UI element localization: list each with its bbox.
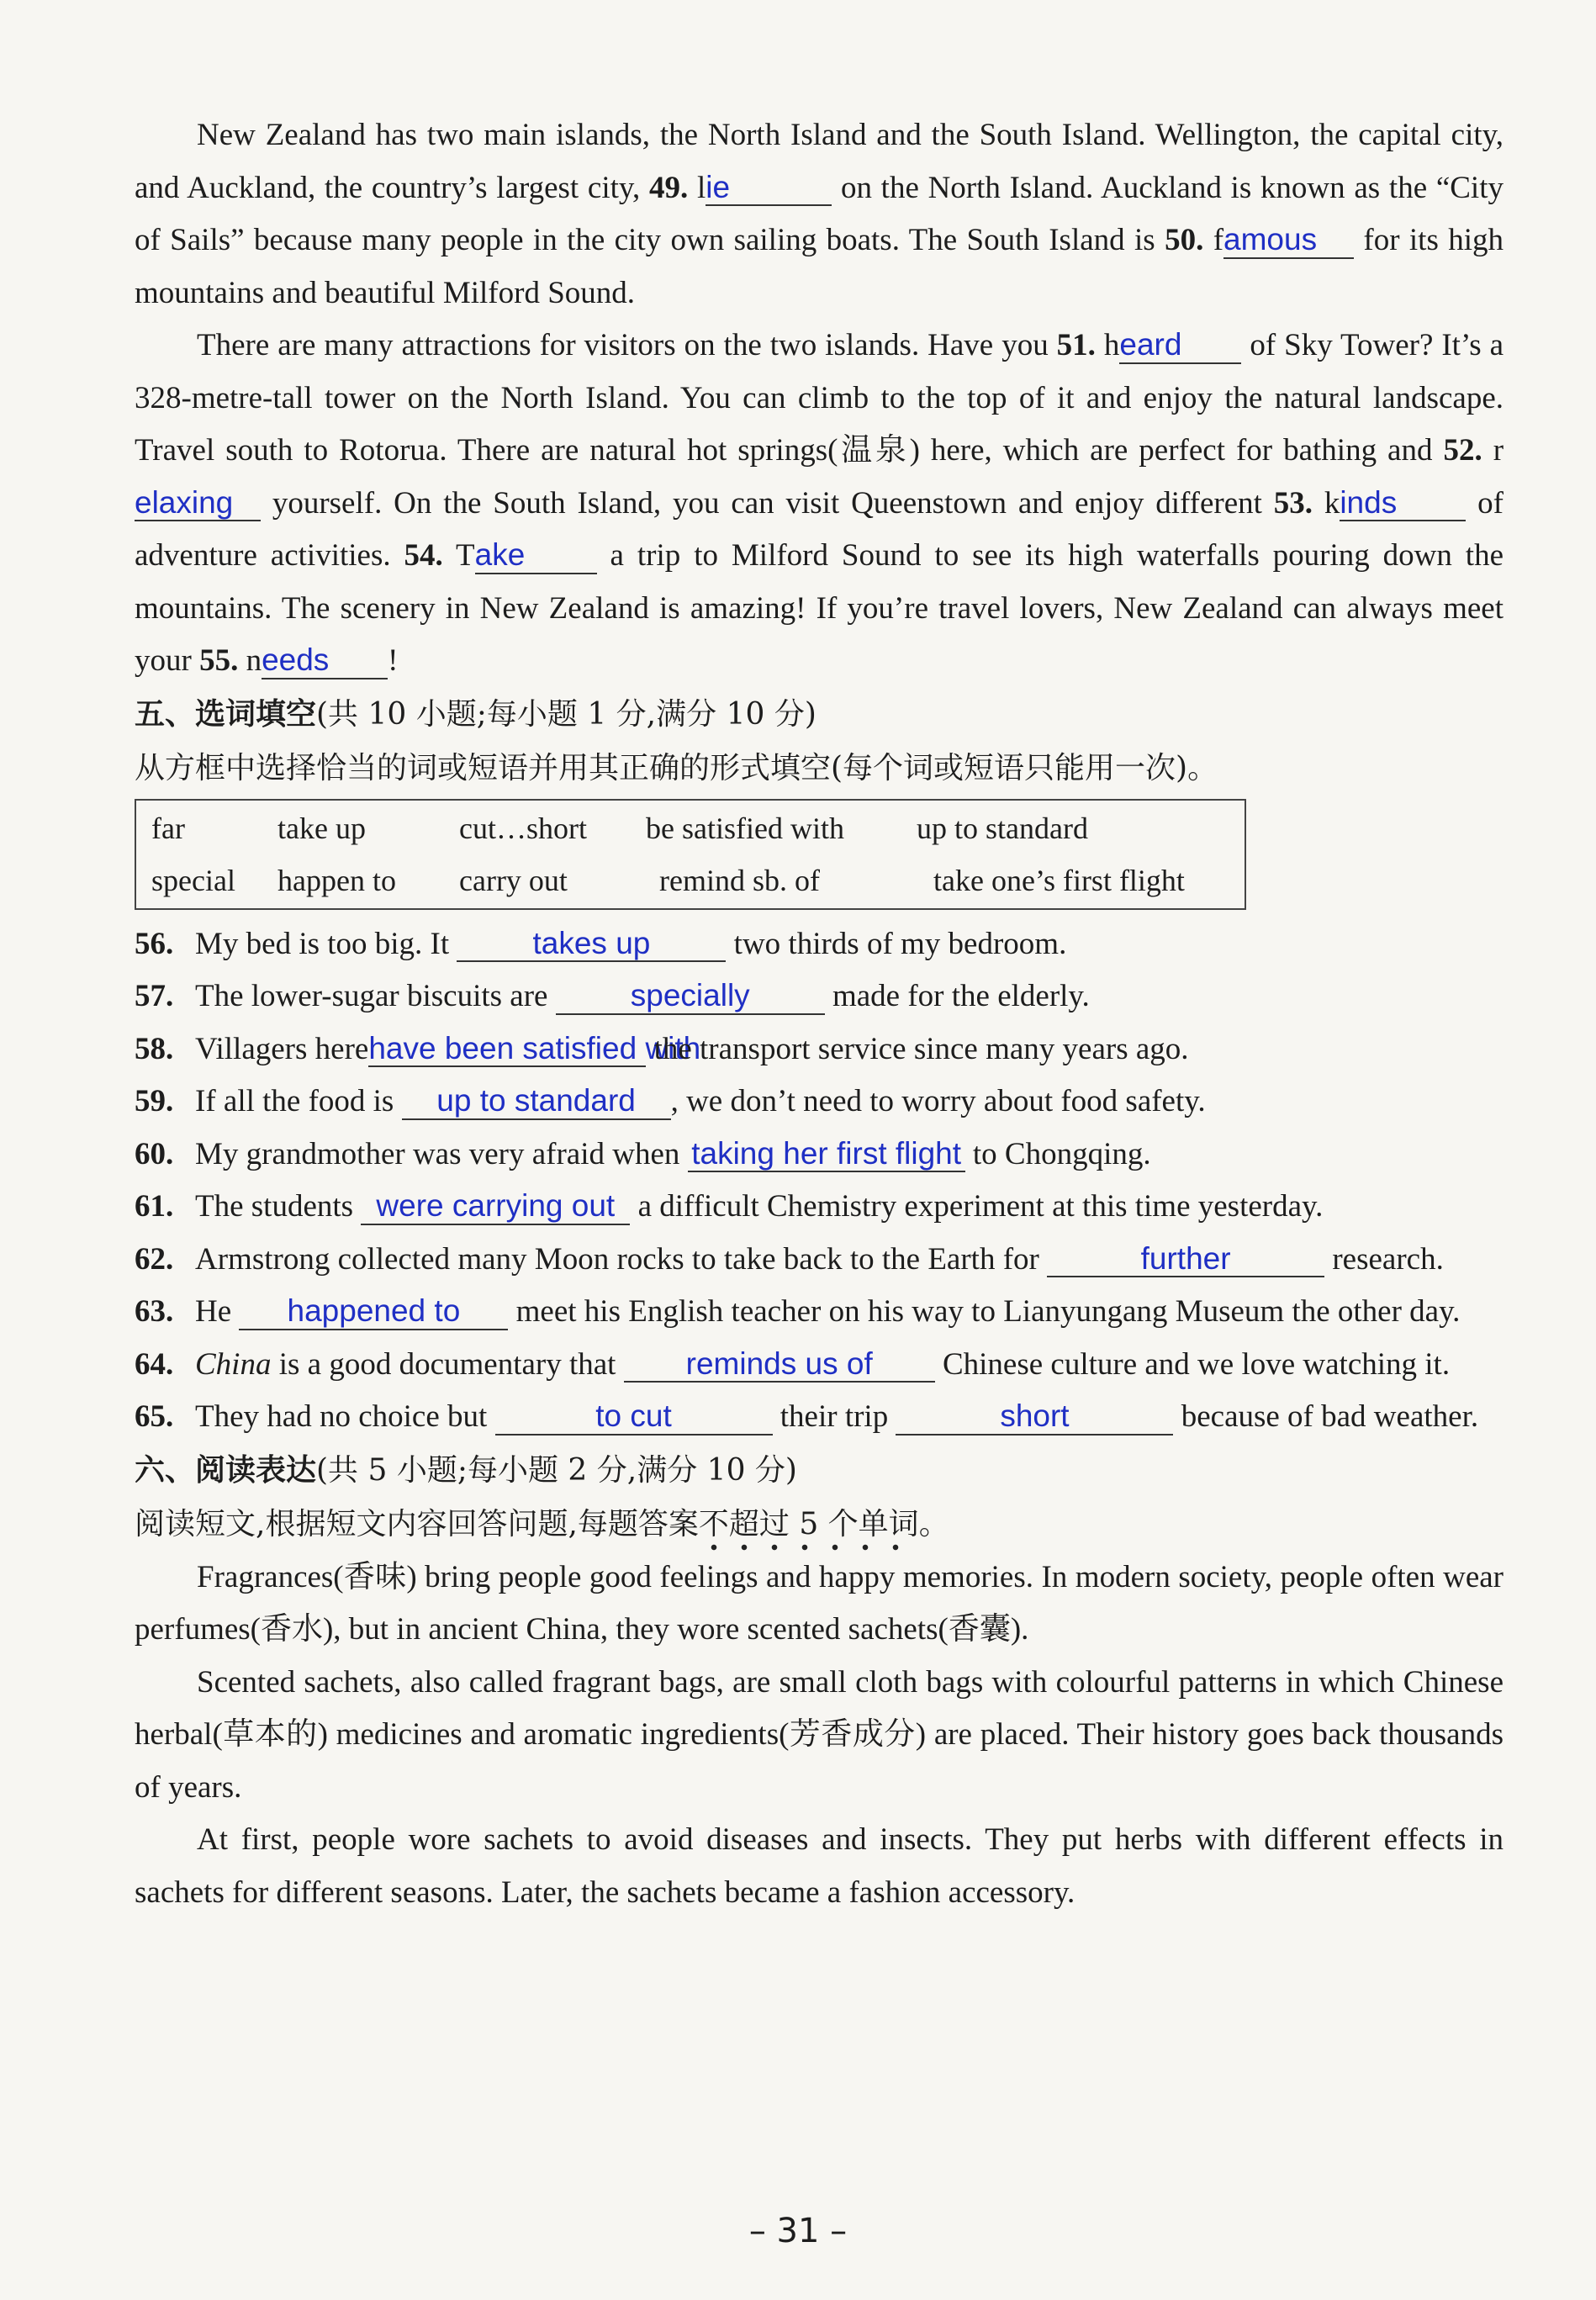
question-number: 59. [135,1084,174,1118]
text-run: Villagers here [195,1031,369,1066]
reading-paragraph-2 [135,320,1504,688]
section-5-meta: (共 10 小题;每小题 1 分,满分 10 分) [316,696,816,732]
text-run: research. [1324,1241,1444,1277]
word-box-row-2 [151,854,1245,907]
answer-text-52: elaxing [135,484,234,520]
hint-letter-54: T [456,538,475,573]
text-run: on the North Island. Auckland is known as the “City of Sails” because many people in the city own sailing boats. The South Island is [135,170,1504,257]
question-number: 63. [135,1294,174,1329]
answer-text-56: takes up [532,925,651,960]
answer-text-58: have been satisfied with [368,1030,701,1065]
question-number: 58. [135,1031,174,1066]
answer-blank-63[interactable] [239,1295,508,1330]
text-run: The lower-sugar biscuits are [195,979,556,1013]
question-56 [135,918,1504,971]
word-option: take up [277,811,366,845]
reading-paragraph-1 [135,109,1504,320]
section-6-instruction [135,1498,1504,1552]
text-run: Chinese culture and we love watching it. [934,1346,1451,1382]
text-run: of adventure activities. [135,485,1504,573]
word-option: up to standard [917,811,1088,845]
text-run: Armstrong collected many Moon rocks to take back to the Earth for [195,1241,1048,1277]
answer-blank-55[interactable] [262,644,388,679]
answer-text-49: ie [706,169,731,204]
section-5-instruction: 从方框中选择恰当的词或短语并用其正确的形式填空(每个词或短语只能用一次)。 [135,750,1218,785]
text-run: their trip [772,1399,896,1434]
hint-letter-49: l [696,170,706,205]
answer-text-53: inds [1340,484,1398,520]
answer-blank-49[interactable] [706,169,832,207]
question-57 [135,970,1504,1023]
text-run: They had no choice but [195,1399,495,1434]
answer-blank-65a[interactable] [495,1400,773,1436]
answer-blank-61[interactable] [361,1190,630,1225]
question-number-52: 52. [1443,433,1482,468]
answer-text-62: further [1140,1240,1231,1276]
text-run: The students [195,1189,362,1224]
text-run: 阅读短文,根据短文内容回答问题,每题答案 [135,1506,699,1541]
word-option: remind sb. of [659,863,820,897]
answer-blank-57[interactable] [556,980,825,1015]
section-5-title: 五、选词填空 [135,696,317,732]
text-run: 。 [918,1506,949,1541]
text-run: If all the food is [195,1084,402,1118]
word-option: carry out [459,863,568,897]
question-number-51: 51. [1056,328,1096,362]
answer-blank-62[interactable] [1047,1240,1324,1278]
answer-text-59: up to standard [436,1083,636,1118]
answer-text-57: specially [630,978,750,1013]
hint-letter-55: n [246,643,262,678]
emphasized-text: 不超过 5 个单词 [699,1507,919,1552]
text-run: a trip to Milford Sound to see its high waterfalls pouring down the mountains. The scenery in New Zealand is amazing! If you’re travel lovers, New Zealand can always meet your [135,538,1504,678]
question-number-49: 49. [648,170,689,205]
answer-blank-50[interactable] [1223,224,1354,259]
text-run: of Sky Tower? It’s a 328-metre-tall tower on the North Island. You can climb to the top of it and enjoy the natural landscape. Travel south to Rotorua. There are natural hot springs(温泉) here, which are perfect for bathing and [135,328,1504,468]
text-run: to Chongqing. [964,1136,1151,1171]
section-6-title: 六、阅读表达 [135,1452,317,1488]
answer-blank-51[interactable] [1119,329,1241,364]
question-number-53: 53. [1273,485,1313,521]
text-run: There are many attractions for visitors on the two islands. Have you [197,328,1057,362]
text-run: He [195,1294,240,1329]
question-61 [135,1181,1504,1234]
text-run: the transport service since many years ago. [646,1031,1189,1066]
text-run: two thirds of my bedroom. [726,926,1067,961]
question-number: 56. [135,926,174,961]
question-63 [135,1286,1504,1339]
word-box [135,799,1246,910]
text-run: My grandmother was very afraid when [195,1136,688,1171]
answer-blank-52[interactable] [135,484,261,522]
word-option: special [151,863,235,897]
page-number: – 31 – [748,2212,848,2250]
text-run: My bed is too big. It [195,926,457,961]
text-run: meet his English teacher on his way to Lianyungang Museum the other day. [508,1294,1461,1329]
text-run: because of bad weather. [1173,1399,1479,1434]
question-number: 65. [135,1399,174,1434]
answer-blank-54[interactable] [475,539,597,574]
passage-paragraph-1: Fragrances(香味) bring people good feelings and happy memories. In modern society, people often wear perfumes(香水), but in ancient China, they wore scented sachets(香囊). [135,1559,1504,1647]
text-run: made for the elderly. [824,979,1090,1013]
text-run: yourself. On the South Island, you can visit Queenstown and enjoy different [261,485,1274,521]
word-option: take one’s first flight [933,863,1185,897]
section-6-heading [135,1444,1504,1498]
text-run: New Zealand has two main islands, the North Island and the South Island. Wellington, the capital city, and Auckland, the country’s largest city, [135,118,1504,205]
answer-blank-65b[interactable] [896,1400,1173,1436]
text-run: a difficult Chemistry experiment at this time yesterday. [630,1189,1324,1224]
question-number-55: 55. [199,643,239,678]
answer-blank-58[interactable] [368,1030,701,1068]
answer-blank-64[interactable] [624,1348,935,1383]
answer-text-64: reminds us of [685,1346,873,1381]
section-5-heading [135,688,1504,742]
text-run: is a good documentary that [271,1346,624,1382]
question-number: 62. [135,1241,174,1277]
answer-text-54: ake [474,537,526,572]
question-62 [135,1234,1504,1287]
text-run: , we don’t need to worry about food safety. [670,1084,1206,1118]
question-59 [135,1076,1504,1129]
question-number-54: 54. [404,538,443,573]
italic-title: China [195,1346,272,1382]
hint-letter-50: f [1213,223,1224,257]
question-number: 57. [135,979,174,1013]
question-64 [135,1339,1504,1392]
answer-text-61: were carrying out [376,1188,616,1223]
word-option: cut…short [459,811,587,845]
answer-text-50: amous [1223,222,1318,256]
word-option: far [151,811,185,845]
passage-paragraph-3: At first, people wore sachets to avoid diseases and insects. They put herbs with different effects in sachets for different seasons. Later, the sachets became a fashion accessory. [135,1822,1504,1910]
answer-text-51: eard [1119,327,1182,362]
passage-paragraph-2: Scented sachets, also called fragrant bags, are small cloth bags with colourful patterns in which Chinese herbal(草本的) medicines and aromatic ingredients(芳香成分) are placed. Their history goes back thousands of years. [135,1664,1504,1805]
answer-text-55: eeds [262,642,330,677]
question-number: 64. [135,1346,174,1382]
answer-blank-60[interactable] [688,1135,965,1173]
word-option: be satisfied with [646,811,844,845]
answer-blank-59[interactable] [402,1085,671,1120]
question-number: 60. [135,1136,174,1171]
answer-text-65a: to cut [595,1399,672,1433]
question-65 [135,1391,1504,1444]
answer-text-63: happened to [287,1293,461,1328]
hint-letter-51: h [1103,328,1120,362]
text-run: ! [388,643,399,678]
answer-blank-56[interactable] [457,925,726,963]
question-number: 61. [135,1189,174,1224]
answer-text-65b: short [1000,1399,1070,1433]
hint-letter-53: k [1324,485,1340,521]
question-58 [135,1023,1504,1076]
question-60 [135,1129,1504,1182]
word-option: happen to [277,863,396,897]
word-box-row-1 [151,802,1245,854]
answer-text-60: taking her first flight [691,1135,962,1171]
question-number-50: 50. [1165,223,1204,257]
section-6-meta: (共 5 小题;每小题 2 分,满分 10 分) [316,1452,797,1488]
answer-blank-53[interactable] [1340,484,1466,522]
text-run: for its high mountains and beautiful Milford Sound. [135,223,1504,310]
hint-letter-52: r [1493,433,1504,468]
